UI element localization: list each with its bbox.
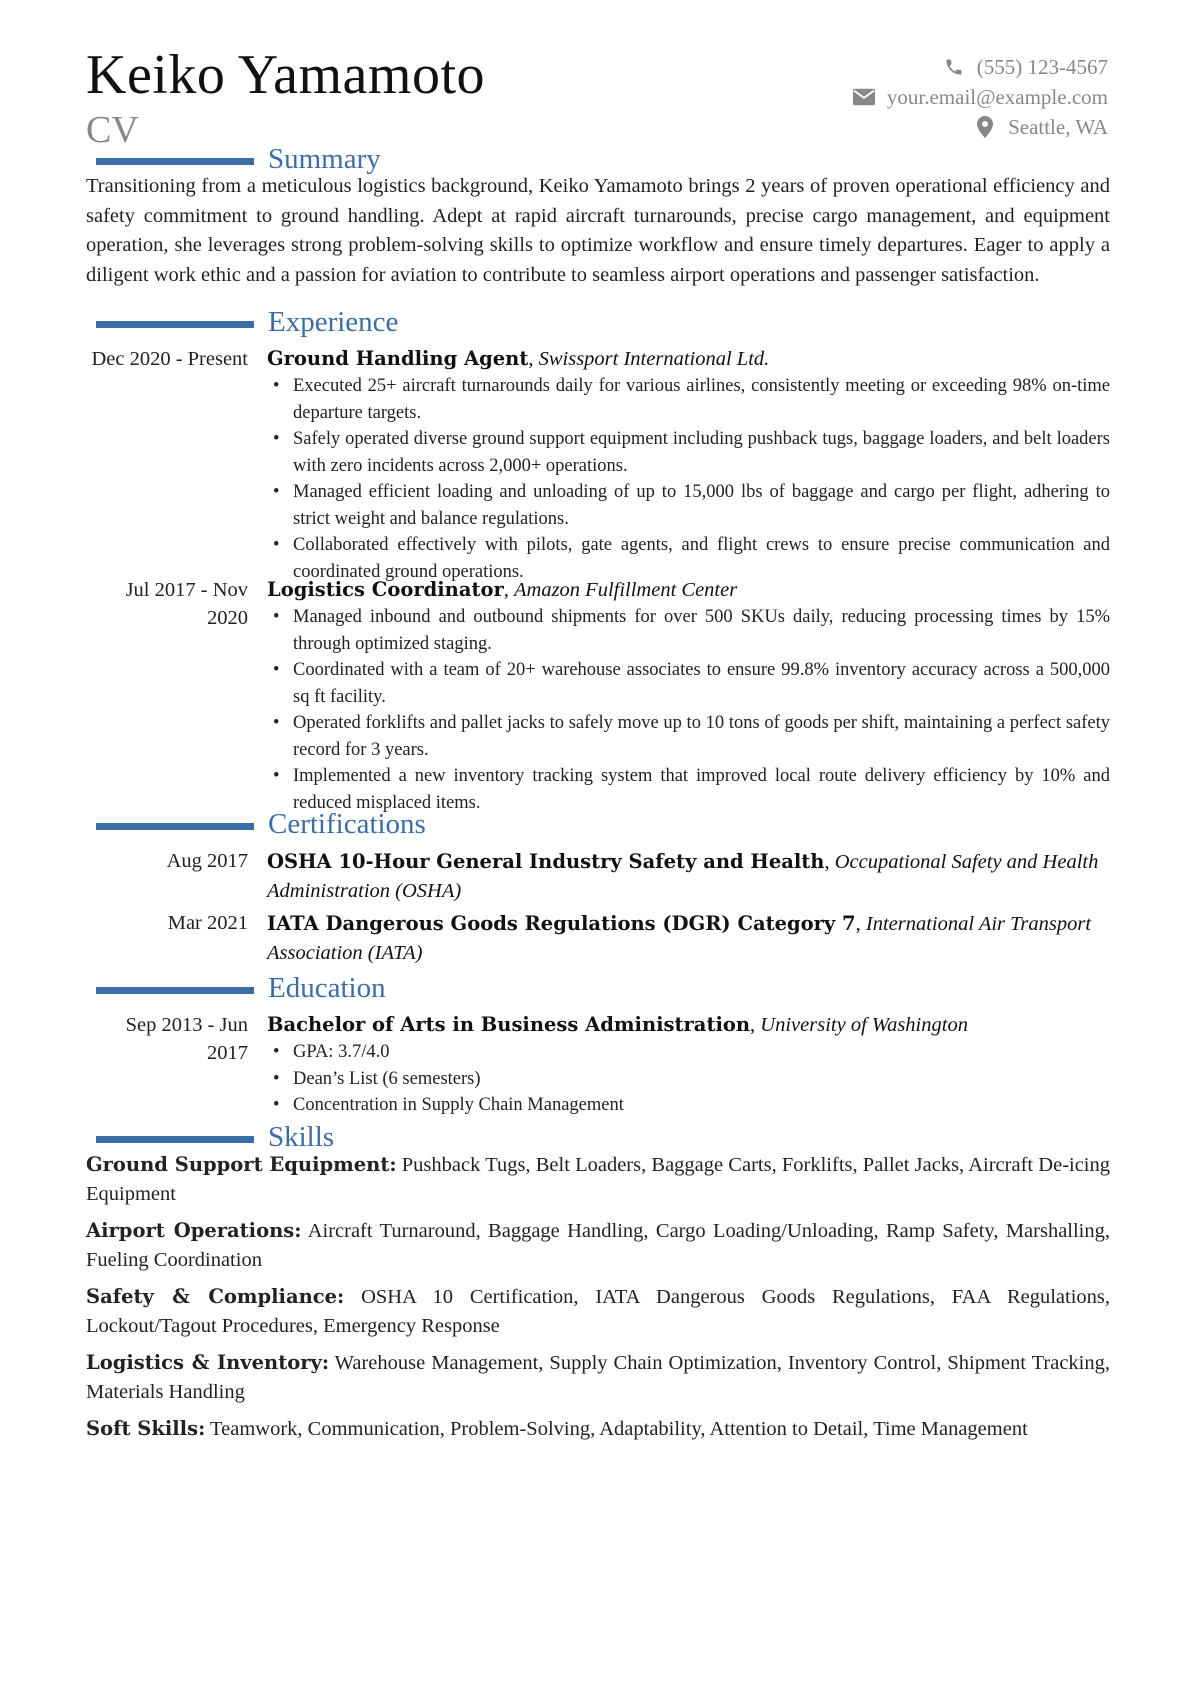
- entry-headline: Logistics Coordinator, Amazon Fulfillment Center: [267, 578, 738, 601]
- section-title: Experience: [268, 306, 399, 338]
- experience-heading: [96, 305, 398, 339]
- certification-title: OSHA 10-Hour General Industry Safety and Health: [267, 850, 825, 873]
- summary-heading: [96, 142, 381, 176]
- entry-date: Aug 2017: [166, 850, 248, 872]
- list-item: • Implemented a new inventory tracking system that improved local route delivery efficiency by 10% and reduced misplaced items.: [267, 763, 1110, 816]
- section-title: Summary: [268, 143, 381, 175]
- section-bar: [96, 823, 254, 830]
- entry-org: International Air Transport Association (IATA): [267, 913, 1092, 964]
- skill-group: [86, 1216, 1110, 1275]
- entry-headline: IATA Dangerous Goods Regulations (DGR) Category 7, International Air Transport Association (IATA): [267, 912, 1092, 964]
- map-pin-icon: [974, 116, 996, 138]
- entry-role: Logistics Coordinator: [267, 578, 504, 601]
- skill-category: Airport Operations:: [86, 1219, 302, 1242]
- section-bar: [96, 987, 254, 994]
- location-text: Seattle, WA: [1008, 115, 1108, 139]
- skills-heading: [96, 1120, 334, 1154]
- list-item: • Managed efficient loading and unloading of up to 15,000 lbs of baggage and cargo per flight, adhering to strict weight and balance regulations.: [267, 479, 1110, 532]
- contact-location: [688, 112, 1108, 142]
- degree-title: Bachelor of Arts in Business Administration: [267, 1013, 751, 1036]
- section-bar: [96, 158, 254, 165]
- section-title: Certifications: [268, 808, 426, 840]
- entry-bullets: [267, 1039, 1110, 1119]
- list-item: • Dean’s List (6 semesters): [267, 1066, 1110, 1093]
- entry-org: Amazon Fulfillment Center: [514, 579, 738, 601]
- entry-date: Mar 2021: [167, 912, 248, 934]
- section-bar: [96, 1136, 254, 1143]
- skill-items: Warehouse Management, Supply Chain Optimization, Inventory Control, Shipment Tracking, Materials Handling: [86, 1352, 1110, 1403]
- list-item: • GPA: 3.7/4.0: [267, 1039, 1110, 1066]
- entry-date: Sep 2013 - Jun 2017: [125, 1014, 248, 1064]
- entry-date: Jul 2017 - Nov 2020: [125, 579, 248, 629]
- entry-bullets: [267, 604, 1110, 816]
- skill-items: Pushback Tugs, Belt Loaders, Baggage Carts, Forklifts, Pallet Jacks, Aircraft De-icing Equipment: [86, 1154, 1111, 1205]
- skill-group: [86, 1414, 1110, 1444]
- envelope-icon: [853, 86, 875, 108]
- entry-bullets: [267, 373, 1110, 585]
- certifications-heading: [96, 807, 426, 841]
- list-item: • Executed 25+ aircraft turnarounds daily for various airlines, consistently meeting or exceeding 98% on-time departure targets.: [267, 373, 1110, 426]
- summary-text: Transitioning from a meticulous logistics background, Keiko Yamamoto brings 2 years of proven operational efficiency and safety commitment to ground handling. Adept at rapid aircraft turnarounds, precise cargo management, and equipment operation, she leverages strong problem-solving skills to optimize workflow and ensure timely departures. Eager to apply a diligent work ethic and a passion for aviation to contribute to seamless airport operations and passenger satisfaction.: [86, 175, 1110, 286]
- entry-org: University of Washington: [760, 1014, 968, 1036]
- contact-block: [688, 52, 1108, 142]
- list-item: • Safely operated diverse ground support equipment including pushback tugs, baggage loaders, and belt loaders with zero incidents across 2,000+ operations.: [267, 426, 1110, 479]
- skill-group: [86, 1150, 1110, 1209]
- entry-org: Occupational Safety and Health Administration (OSHA): [267, 851, 1099, 902]
- certification-title: IATA Dangerous Goods Regulations (DGR) Category 7: [267, 912, 856, 935]
- entry-role: Ground Handling Agent: [267, 347, 529, 370]
- list-item: • Coordinated with a team of 20+ warehouse associates to ensure 99.8% inventory accuracy across a 500,000 sq ft facility.: [267, 657, 1110, 710]
- entry-date: Dec 2020 - Present: [91, 348, 248, 370]
- entry-headline: Bachelor of Arts in Business Administration, University of Washington: [267, 1013, 968, 1036]
- section-title: Skills: [268, 1121, 335, 1153]
- skill-items: Aircraft Turnaround, Baggage Handling, Cargo Loading/Unloading, Ramp Safety, Marshalling, Fueling Coordination: [86, 1220, 1111, 1271]
- education-heading: [96, 971, 386, 1005]
- skill-group: [86, 1282, 1110, 1341]
- section-bar: [96, 321, 254, 328]
- skill-group: [86, 1348, 1110, 1407]
- list-item: • Collaborated effectively with pilots, gate agents, and flight crews to ensure precise communication and coordinated ground operations.: [267, 532, 1110, 585]
- skill-category: Soft Skills:: [86, 1417, 206, 1440]
- list-item: • Operated forklifts and pallet jacks to safely move up to 10 tons of goods per shift, maintaining a perfect safety record for 3 years.: [267, 710, 1110, 763]
- skill-items: Teamwork, Communication, Problem-Solving, Adaptability, Attention to Detail, Time Management: [210, 1418, 1028, 1440]
- skill-category: Logistics & Inventory:: [86, 1351, 330, 1374]
- entry-headline: Ground Handling Agent, Swissport International Ltd.: [267, 347, 770, 370]
- list-item: • Concentration in Supply Chain Management: [267, 1092, 1110, 1119]
- skill-category: Safety & Compliance:: [86, 1285, 345, 1308]
- candidate-name: Keiko Yamamoto: [86, 44, 485, 106]
- contact-phone: [688, 52, 1108, 82]
- list-item: • Managed inbound and outbound shipments for over 500 SKUs daily, reducing processing times by 15% through optimized staging.: [267, 604, 1110, 657]
- phone-number[interactable]: (555) 123-4567: [976, 55, 1108, 79]
- skill-items: OSHA 10 Certification, IATA Dangerous Goods Regulations, FAA Regulations, Lockout/Tagout Procedures, Emergency Response: [86, 1286, 1111, 1337]
- section-title: Education: [268, 972, 386, 1004]
- entry-org: Swissport International Ltd.: [538, 348, 770, 370]
- phone-icon: [943, 56, 965, 78]
- skill-category: Ground Support Equipment:: [86, 1153, 397, 1176]
- entry-headline: OSHA 10-Hour General Industry Safety and Health, Occupational Safety and Health Administration (OSHA): [267, 850, 1099, 902]
- document-subtitle: CV: [86, 109, 139, 151]
- email-address[interactable]: your.email@example.com: [886, 85, 1108, 109]
- contact-email: [688, 82, 1108, 112]
